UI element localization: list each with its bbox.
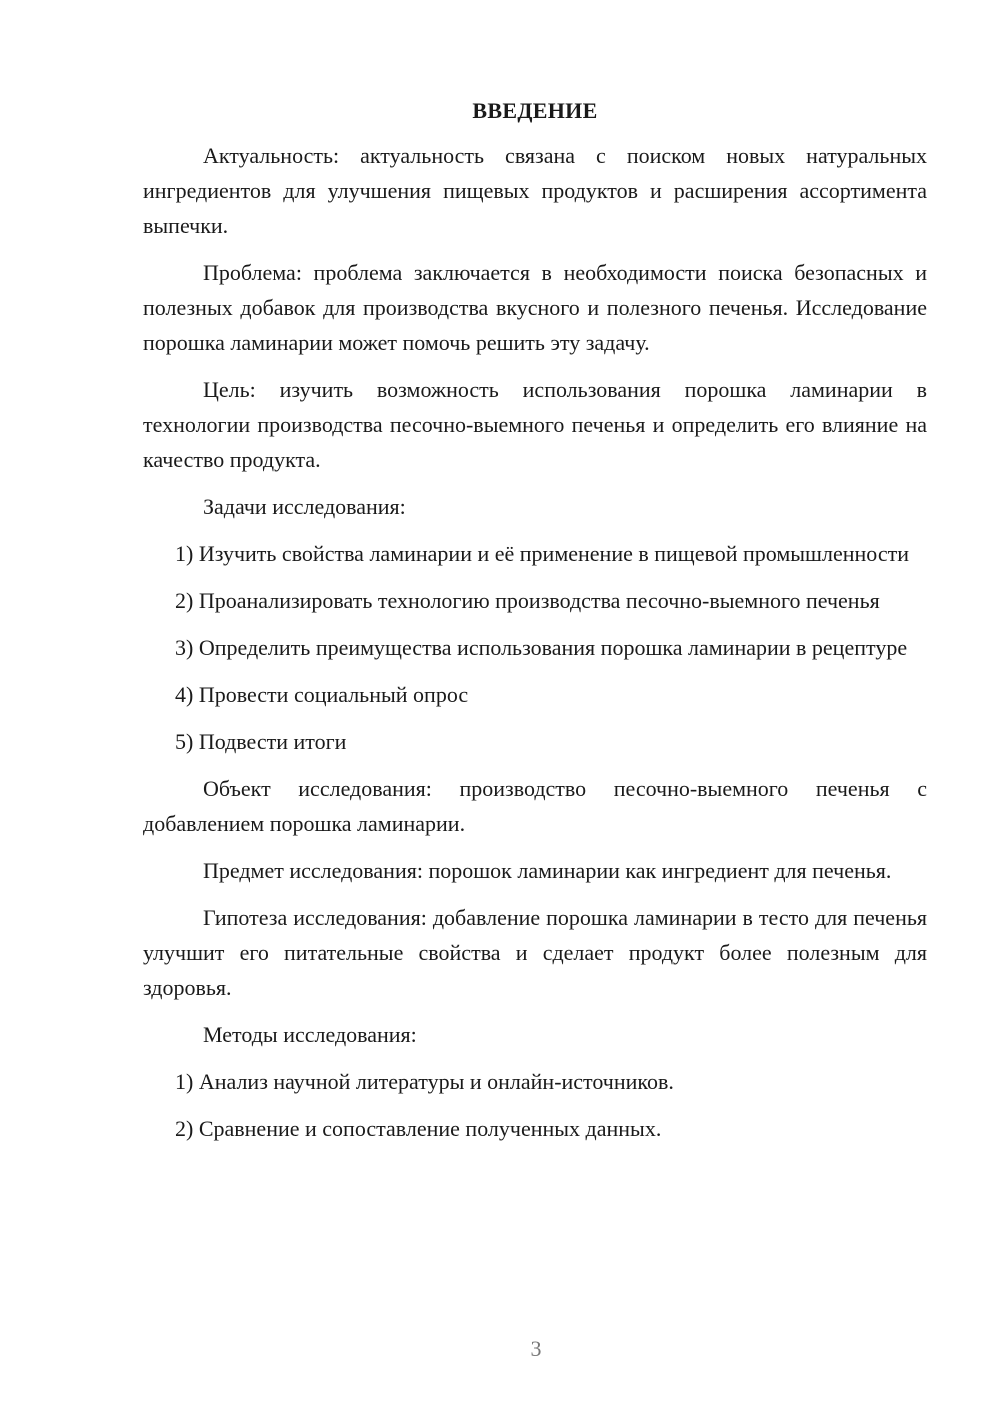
method-item-2: 2) Сравнение и сопоставление полученных данных.: [175, 1116, 662, 1141]
method-item-1: 1) Анализ научной литературы и онлайн-источников.: [175, 1069, 674, 1094]
subject-paragraph: Предмет исследования: порошок ламинарии как ингредиент для печенья.: [203, 858, 892, 883]
section-title: ВВЕДЕНИЕ: [472, 98, 598, 123]
goal-paragraph: Цель: изучить возможность использования порошка ламинарии в технологии производства песочно-выемного печенья и определить его влияние на качество продукта.: [143, 377, 927, 472]
hypothesis-paragraph: Гипотеза исследования: добавление порошка ламинарии в тесто для печенья улучшит его питательные свойства и сделает продукт более полезным для здоровья.: [143, 905, 927, 1000]
tasks-heading: Задачи исследования:: [203, 494, 406, 519]
task-item-4: 4) Провести социальный опрос: [175, 682, 469, 707]
object-paragraph: Объект исследования: производство песочно-выемного печенья с добавлением порошка ламинарии.: [143, 776, 927, 836]
task-item-5: 5) Подвести итоги: [175, 729, 347, 754]
relevance-paragraph: Актуальность: актуальность связана с поиском новых натуральных ингредиентов для улучшения пищевых продуктов и расширения ассортимента выпечки.: [143, 143, 927, 238]
document-page: [143, 94, 927, 1158]
page-number: 3: [530, 1336, 542, 1361]
problem-paragraph: Проблема: проблема заключается в необходимости поиска безопасных и полезных добавок для производства вкусного и полезного печенья. Исследование порошка ламинарии может помочь решить эту задачу.: [143, 260, 927, 355]
task-item-1: 1) Изучить свойства ламинарии и её применение в пищевой промышленности: [175, 541, 909, 566]
task-item-3: 3) Определить преимущества использования порошка ламинарии в рецептуре: [175, 635, 908, 660]
task-item-2: 2) Проанализировать технологию производства песочно-выемного печенья: [175, 588, 880, 613]
methods-heading: Методы исследования:: [203, 1022, 417, 1047]
